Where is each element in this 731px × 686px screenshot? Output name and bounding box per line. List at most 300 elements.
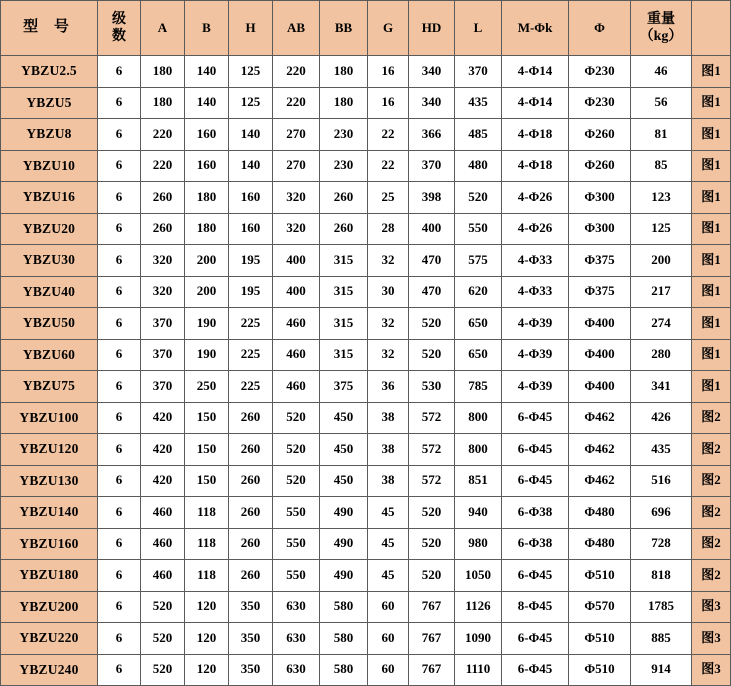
cell-stages: 6 [98, 308, 141, 340]
cell-stages: 6 [98, 87, 141, 119]
cell-h: 125 [229, 87, 273, 119]
cell-b: 190 [185, 308, 229, 340]
cell-g: 16 [368, 56, 409, 88]
cell-phi: Φ400 [569, 308, 631, 340]
cell-ab: 270 [273, 119, 320, 151]
cell-m-phi-k: 6-Φ45 [502, 434, 569, 466]
cell-weight: 885 [631, 623, 692, 655]
cell-stages: 6 [98, 528, 141, 560]
cell-a: 370 [141, 308, 185, 340]
table-row [1, 150, 731, 182]
cell-stages: 6 [98, 560, 141, 592]
cell-g: 32 [368, 339, 409, 371]
cell-g: 45 [368, 528, 409, 560]
cell-h: 160 [229, 182, 273, 214]
cell-m-phi-k: 4-Φ39 [502, 371, 569, 403]
cell-weight: 426 [631, 402, 692, 434]
cell-g: 45 [368, 560, 409, 592]
cell-b: 160 [185, 150, 229, 182]
cell-stages: 6 [98, 497, 141, 529]
cell-model: YBZU240 [1, 654, 98, 686]
table-row [1, 87, 731, 119]
cell-g: 45 [368, 497, 409, 529]
cell-ab: 270 [273, 150, 320, 182]
cell-stages: 6 [98, 276, 141, 308]
cell-h: 140 [229, 119, 273, 151]
cell-stages: 6 [98, 119, 141, 151]
cell-ab: 550 [273, 528, 320, 560]
cell-figure: 图3 [692, 654, 731, 686]
cell-g: 28 [368, 213, 409, 245]
cell-l: 800 [455, 402, 502, 434]
cell-b: 150 [185, 402, 229, 434]
cell-ab: 460 [273, 308, 320, 340]
cell-figure: 图1 [692, 245, 731, 277]
cell-hd: 340 [409, 87, 455, 119]
cell-l: 980 [455, 528, 502, 560]
cell-model: YBZU10 [1, 150, 98, 182]
header-row [1, 1, 731, 56]
cell-weight: 81 [631, 119, 692, 151]
cell-ab: 400 [273, 245, 320, 277]
cell-a: 180 [141, 56, 185, 88]
cell-g: 16 [368, 87, 409, 119]
cell-a: 420 [141, 402, 185, 434]
cell-phi: Φ300 [569, 213, 631, 245]
cell-bb: 450 [320, 402, 368, 434]
cell-ab: 400 [273, 276, 320, 308]
cell-a: 520 [141, 654, 185, 686]
cell-g: 22 [368, 150, 409, 182]
cell-hd: 398 [409, 182, 455, 214]
cell-weight: 200 [631, 245, 692, 277]
cell-phi: Φ462 [569, 465, 631, 497]
cell-hd: 767 [409, 623, 455, 655]
cell-hd: 366 [409, 119, 455, 151]
cell-bb: 450 [320, 465, 368, 497]
cell-bb: 580 [320, 623, 368, 655]
cell-h: 260 [229, 402, 273, 434]
cell-phi: Φ375 [569, 245, 631, 277]
cell-h: 260 [229, 434, 273, 466]
column-header-figure [692, 1, 731, 56]
cell-model: YBZU16 [1, 182, 98, 214]
table-row [1, 528, 731, 560]
cell-bb: 315 [320, 276, 368, 308]
cell-figure: 图1 [692, 308, 731, 340]
cell-m-phi-k: 4-Φ14 [502, 56, 569, 88]
cell-stages: 6 [98, 150, 141, 182]
cell-g: 38 [368, 402, 409, 434]
column-header-stages-line1: 级 [112, 11, 126, 27]
cell-hd: 572 [409, 465, 455, 497]
cell-stages: 6 [98, 339, 141, 371]
cell-a: 460 [141, 497, 185, 529]
cell-a: 370 [141, 339, 185, 371]
cell-g: 38 [368, 434, 409, 466]
cell-weight: 123 [631, 182, 692, 214]
cell-bb: 180 [320, 87, 368, 119]
cell-weight: 728 [631, 528, 692, 560]
cell-b: 180 [185, 213, 229, 245]
cell-l: 575 [455, 245, 502, 277]
cell-g: 22 [368, 119, 409, 151]
cell-stages: 6 [98, 465, 141, 497]
table-row [1, 182, 731, 214]
cell-g: 32 [368, 308, 409, 340]
cell-a: 180 [141, 87, 185, 119]
table-row [1, 213, 731, 245]
cell-phi: Φ462 [569, 434, 631, 466]
table-row [1, 276, 731, 308]
cell-model: YBZU20 [1, 213, 98, 245]
table-row [1, 591, 731, 623]
cell-bb: 315 [320, 245, 368, 277]
column-header-weight [631, 1, 692, 56]
cell-model: YBZU50 [1, 308, 98, 340]
cell-m-phi-k: 4-Φ26 [502, 213, 569, 245]
cell-model: YBZU100 [1, 402, 98, 434]
cell-a: 520 [141, 591, 185, 623]
cell-a: 320 [141, 276, 185, 308]
cell-figure: 图1 [692, 182, 731, 214]
table-row [1, 560, 731, 592]
cell-bb: 490 [320, 560, 368, 592]
cell-l: 485 [455, 119, 502, 151]
cell-a: 420 [141, 434, 185, 466]
table-row [1, 56, 731, 88]
cell-b: 120 [185, 623, 229, 655]
cell-ab: 630 [273, 591, 320, 623]
cell-hd: 767 [409, 591, 455, 623]
cell-hd: 340 [409, 56, 455, 88]
cell-stages: 6 [98, 371, 141, 403]
cell-stages: 6 [98, 402, 141, 434]
cell-ab: 520 [273, 434, 320, 466]
cell-ab: 460 [273, 339, 320, 371]
cell-b: 118 [185, 497, 229, 529]
cell-bb: 260 [320, 182, 368, 214]
cell-figure: 图3 [692, 591, 731, 623]
cell-model: YBZU5 [1, 87, 98, 119]
table-header [1, 1, 731, 56]
cell-h: 260 [229, 560, 273, 592]
column-header-stages [98, 1, 141, 56]
cell-weight: 914 [631, 654, 692, 686]
cell-phi: Φ400 [569, 339, 631, 371]
cell-m-phi-k: 4-Φ26 [502, 182, 569, 214]
cell-h: 260 [229, 465, 273, 497]
cell-model: YBZU200 [1, 591, 98, 623]
column-header-weight-line2: （kg） [639, 29, 683, 44]
cell-phi: Φ480 [569, 528, 631, 560]
cell-model: YBZU130 [1, 465, 98, 497]
cell-weight: 46 [631, 56, 692, 88]
cell-a: 520 [141, 623, 185, 655]
table-row [1, 339, 731, 371]
table-row [1, 623, 731, 655]
cell-bb: 375 [320, 371, 368, 403]
table-row [1, 465, 731, 497]
cell-m-phi-k: 4-Φ18 [502, 150, 569, 182]
cell-hd: 400 [409, 213, 455, 245]
cell-phi: Φ510 [569, 623, 631, 655]
column-header-m-phi-k: M-Φk [502, 1, 569, 56]
cell-ab: 550 [273, 497, 320, 529]
cell-a: 260 [141, 182, 185, 214]
cell-model: YBZU140 [1, 497, 98, 529]
cell-ab: 320 [273, 213, 320, 245]
cell-b: 140 [185, 87, 229, 119]
cell-weight: 341 [631, 371, 692, 403]
cell-h: 350 [229, 591, 273, 623]
cell-figure: 图2 [692, 497, 731, 529]
table-row [1, 119, 731, 151]
cell-model: YBZU60 [1, 339, 98, 371]
cell-l: 620 [455, 276, 502, 308]
cell-h: 260 [229, 528, 273, 560]
cell-weight: 818 [631, 560, 692, 592]
column-header-g: G [368, 1, 409, 56]
cell-stages: 6 [98, 623, 141, 655]
cell-phi: Φ230 [569, 56, 631, 88]
cell-bb: 315 [320, 339, 368, 371]
cell-stages: 6 [98, 56, 141, 88]
cell-hd: 470 [409, 245, 455, 277]
cell-l: 1126 [455, 591, 502, 623]
column-header-h: H [229, 1, 273, 56]
cell-ab: 630 [273, 623, 320, 655]
cell-b: 118 [185, 560, 229, 592]
cell-stages: 6 [98, 213, 141, 245]
cell-phi: Φ480 [569, 497, 631, 529]
cell-l: 480 [455, 150, 502, 182]
cell-hd: 370 [409, 150, 455, 182]
cell-bb: 450 [320, 434, 368, 466]
cell-m-phi-k: 6-Φ38 [502, 528, 569, 560]
cell-weight: 217 [631, 276, 692, 308]
table-row [1, 497, 731, 529]
cell-figure: 图1 [692, 150, 731, 182]
cell-phi: Φ230 [569, 87, 631, 119]
cell-bb: 315 [320, 308, 368, 340]
cell-stages: 6 [98, 591, 141, 623]
cell-l: 435 [455, 87, 502, 119]
cell-g: 60 [368, 654, 409, 686]
cell-b: 120 [185, 654, 229, 686]
cell-stages: 6 [98, 245, 141, 277]
cell-hd: 520 [409, 528, 455, 560]
cell-ab: 220 [273, 87, 320, 119]
column-header-b: B [185, 1, 229, 56]
column-header-a: A [141, 1, 185, 56]
cell-h: 225 [229, 308, 273, 340]
cell-figure: 图2 [692, 465, 731, 497]
cell-model: YBZU75 [1, 371, 98, 403]
cell-weight: 280 [631, 339, 692, 371]
cell-ab: 520 [273, 402, 320, 434]
cell-a: 460 [141, 560, 185, 592]
cell-weight: 274 [631, 308, 692, 340]
cell-hd: 470 [409, 276, 455, 308]
cell-figure: 图1 [692, 339, 731, 371]
cell-a: 220 [141, 150, 185, 182]
cell-bb: 490 [320, 497, 368, 529]
cell-g: 25 [368, 182, 409, 214]
cell-stages: 6 [98, 182, 141, 214]
cell-figure: 图1 [692, 56, 731, 88]
cell-a: 320 [141, 245, 185, 277]
cell-bb: 490 [320, 528, 368, 560]
cell-g: 32 [368, 245, 409, 277]
cell-h: 160 [229, 213, 273, 245]
cell-model: YBZU8 [1, 119, 98, 151]
cell-hd: 530 [409, 371, 455, 403]
cell-figure: 图1 [692, 87, 731, 119]
cell-figure: 图2 [692, 560, 731, 592]
cell-figure: 图1 [692, 371, 731, 403]
cell-l: 785 [455, 371, 502, 403]
cell-bb: 230 [320, 150, 368, 182]
cell-weight: 1785 [631, 591, 692, 623]
column-header-phi: Φ [569, 1, 631, 56]
cell-figure: 图2 [692, 528, 731, 560]
column-header-hd: HD [409, 1, 455, 56]
cell-b: 180 [185, 182, 229, 214]
cell-b: 160 [185, 119, 229, 151]
cell-m-phi-k: 6-Φ45 [502, 623, 569, 655]
cell-b: 200 [185, 276, 229, 308]
cell-h: 195 [229, 276, 273, 308]
cell-hd: 520 [409, 308, 455, 340]
cell-m-phi-k: 4-Φ14 [502, 87, 569, 119]
column-header-model: 型 号 [1, 1, 98, 56]
cell-hd: 520 [409, 339, 455, 371]
cell-l: 1110 [455, 654, 502, 686]
cell-l: 650 [455, 308, 502, 340]
cell-m-phi-k: 8-Φ45 [502, 591, 569, 623]
cell-h: 140 [229, 150, 273, 182]
cell-figure: 图2 [692, 434, 731, 466]
cell-a: 370 [141, 371, 185, 403]
cell-model: YBZU120 [1, 434, 98, 466]
cell-ab: 520 [273, 465, 320, 497]
cell-m-phi-k: 4-Φ39 [502, 308, 569, 340]
table-row [1, 402, 731, 434]
cell-b: 190 [185, 339, 229, 371]
table-row [1, 245, 731, 277]
cell-model: YBZU2.5 [1, 56, 98, 88]
cell-l: 650 [455, 339, 502, 371]
cell-h: 125 [229, 56, 273, 88]
cell-weight: 125 [631, 213, 692, 245]
cell-l: 370 [455, 56, 502, 88]
cell-m-phi-k: 4-Φ39 [502, 339, 569, 371]
column-header-l: L [455, 1, 502, 56]
cell-h: 225 [229, 371, 273, 403]
cell-bb: 260 [320, 213, 368, 245]
cell-h: 195 [229, 245, 273, 277]
cell-phi: Φ260 [569, 150, 631, 182]
cell-model: YBZU40 [1, 276, 98, 308]
cell-l: 800 [455, 434, 502, 466]
cell-b: 150 [185, 434, 229, 466]
cell-h: 225 [229, 339, 273, 371]
cell-l: 851 [455, 465, 502, 497]
cell-a: 260 [141, 213, 185, 245]
cell-weight: 85 [631, 150, 692, 182]
cell-m-phi-k: 6-Φ45 [502, 560, 569, 592]
cell-b: 250 [185, 371, 229, 403]
column-header-stages-line2: 数 [112, 29, 126, 44]
cell-figure: 图2 [692, 402, 731, 434]
cell-g: 60 [368, 591, 409, 623]
cell-b: 140 [185, 56, 229, 88]
cell-stages: 6 [98, 434, 141, 466]
cell-l: 550 [455, 213, 502, 245]
cell-bb: 580 [320, 591, 368, 623]
cell-weight: 516 [631, 465, 692, 497]
cell-m-phi-k: 6-Φ38 [502, 497, 569, 529]
cell-ab: 220 [273, 56, 320, 88]
cell-bb: 180 [320, 56, 368, 88]
cell-l: 520 [455, 182, 502, 214]
cell-m-phi-k: 6-Φ45 [502, 654, 569, 686]
cell-bb: 230 [320, 119, 368, 151]
table-row [1, 654, 731, 686]
cell-stages: 6 [98, 654, 141, 686]
cell-h: 350 [229, 654, 273, 686]
cell-l: 1090 [455, 623, 502, 655]
cell-model: YBZU220 [1, 623, 98, 655]
cell-h: 350 [229, 623, 273, 655]
cell-bb: 580 [320, 654, 368, 686]
column-header-weight-line1: 重量 [647, 11, 675, 27]
cell-hd: 767 [409, 654, 455, 686]
cell-figure: 图1 [692, 119, 731, 151]
column-header-bb: BB [320, 1, 368, 56]
cell-b: 120 [185, 591, 229, 623]
table-row [1, 371, 731, 403]
cell-weight: 435 [631, 434, 692, 466]
cell-phi: Φ300 [569, 182, 631, 214]
cell-weight: 696 [631, 497, 692, 529]
table-body [1, 56, 731, 686]
cell-model: YBZU180 [1, 560, 98, 592]
cell-figure: 图1 [692, 276, 731, 308]
cell-b: 150 [185, 465, 229, 497]
cell-phi: Φ375 [569, 276, 631, 308]
cell-phi: Φ400 [569, 371, 631, 403]
cell-a: 460 [141, 528, 185, 560]
cell-m-phi-k: 6-Φ45 [502, 465, 569, 497]
cell-b: 118 [185, 528, 229, 560]
cell-l: 940 [455, 497, 502, 529]
table-row [1, 308, 731, 340]
cell-g: 38 [368, 465, 409, 497]
cell-g: 60 [368, 623, 409, 655]
cell-hd: 572 [409, 402, 455, 434]
cell-m-phi-k: 4-Φ33 [502, 245, 569, 277]
cell-phi: Φ510 [569, 560, 631, 592]
cell-a: 220 [141, 119, 185, 151]
cell-model: YBZU160 [1, 528, 98, 560]
cell-m-phi-k: 4-Φ18 [502, 119, 569, 151]
cell-l: 1050 [455, 560, 502, 592]
cell-ab: 630 [273, 654, 320, 686]
cell-m-phi-k: 4-Φ33 [502, 276, 569, 308]
cell-weight: 56 [631, 87, 692, 119]
